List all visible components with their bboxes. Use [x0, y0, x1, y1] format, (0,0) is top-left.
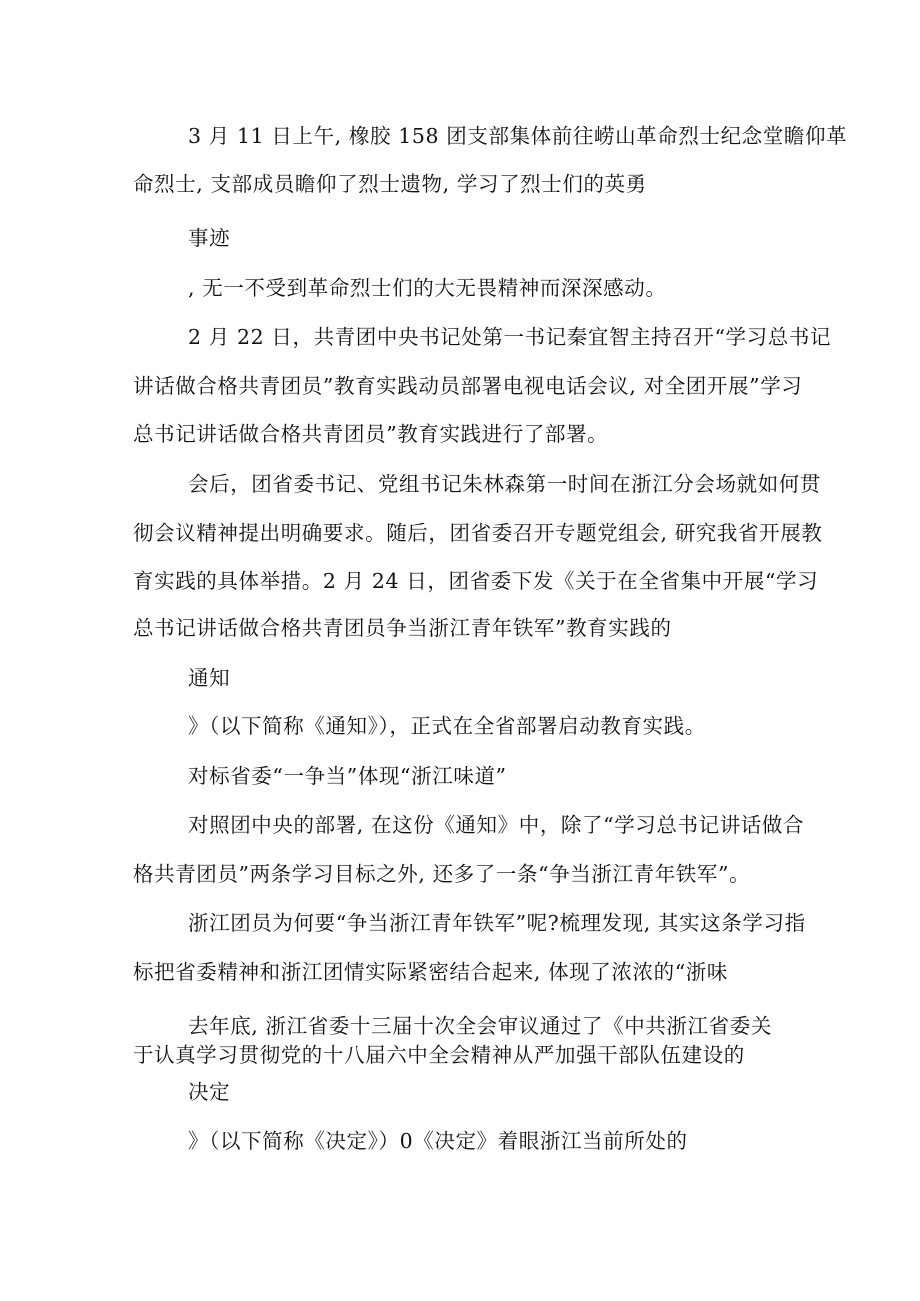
paragraph-2-line-1: 事迹 — [188, 226, 231, 250]
paragraph-4-line-3: 总书记讲话做合格共青团员”教育实践进行了部署。 — [133, 422, 609, 446]
paragraph-10-line-2: 标把省委精神和浙江团情实际紧密结合起来, 体现了浓浓的“浙味 — [133, 960, 729, 984]
paragraph-8-line-1: 对标省委“一争当”体现“浙江味道” — [188, 764, 507, 788]
paragraph-13-line-1: 》（以下简称《决定》）0《决定》着眼浙江当前所处的 — [188, 1129, 688, 1153]
paragraph-4-line-1: 2 月 22 日，共青团中央书记处第一书记秦宜智主持召开“学习总书记 — [188, 325, 832, 349]
paragraph-5-line-3: 育实践的具体举措。2 月 24 日，团省委下发《关于在全省集中开展“学习 — [133, 569, 819, 593]
paragraph-12-line-1: 决定 — [188, 1080, 231, 1104]
paragraph-10-line-1: 浙江团员为何要“争当浙江青年铁军”呢?梳理发现, 其实这条学习指 — [188, 911, 806, 935]
paragraph-5-line-2: 彻会议精神提出明确要求。随后，团省委召开专题党组会, 研究我省开展教 — [133, 521, 823, 545]
paragraph-1-line-2: 命烈士, 支部成员瞻仰了烈士遗物, 学习了烈士们的英勇 — [133, 172, 647, 196]
paragraph-9-line-2: 格共青团员”两条学习目标之外, 还多了一条“争当浙江青年铁军”。 — [133, 862, 751, 886]
paragraph-4-line-2: 讲话做合格共青团员”教育实践动员部署电视电话会议, 对全团开展”学习 — [133, 374, 803, 398]
paragraph-5-line-1: 会后，团省委书记、党组书记朱林森第一时间在浙江分会场就如何贯 — [188, 472, 821, 496]
paragraph-7-line-1: 》（以下简称《通知》），正式在全省部署启动教育实践。 — [188, 714, 706, 738]
paragraph-11-line-2: 于认真学习贯彻党的十八届六中全会精神从严加强干部队伍建设的 — [133, 1043, 745, 1067]
paragraph-5-line-4: 总书记讲话做合格共青团员争当浙江青年铁军”教育实践的 — [133, 616, 672, 640]
paragraph-9-line-1: 对照团中央的部署, 在这份《通知》中，除了“学习总书记讲话做合 — [188, 813, 805, 837]
paragraph-3-line-1: , 无一不受到革命烈士们的大无畏精神而深深感动。 — [188, 276, 667, 300]
paragraph-6-line-1: 通知 — [188, 666, 231, 690]
paragraph-11-line-1: 去年底, 浙江省委十三届十次全会审议通过了《中共浙江省委关 — [188, 1014, 772, 1038]
paragraph-1-line-1: 3 月 11 日上午, 橡胶 158 团支部集体前往崂山革命烈士纪念堂瞻仰革 — [188, 124, 848, 148]
